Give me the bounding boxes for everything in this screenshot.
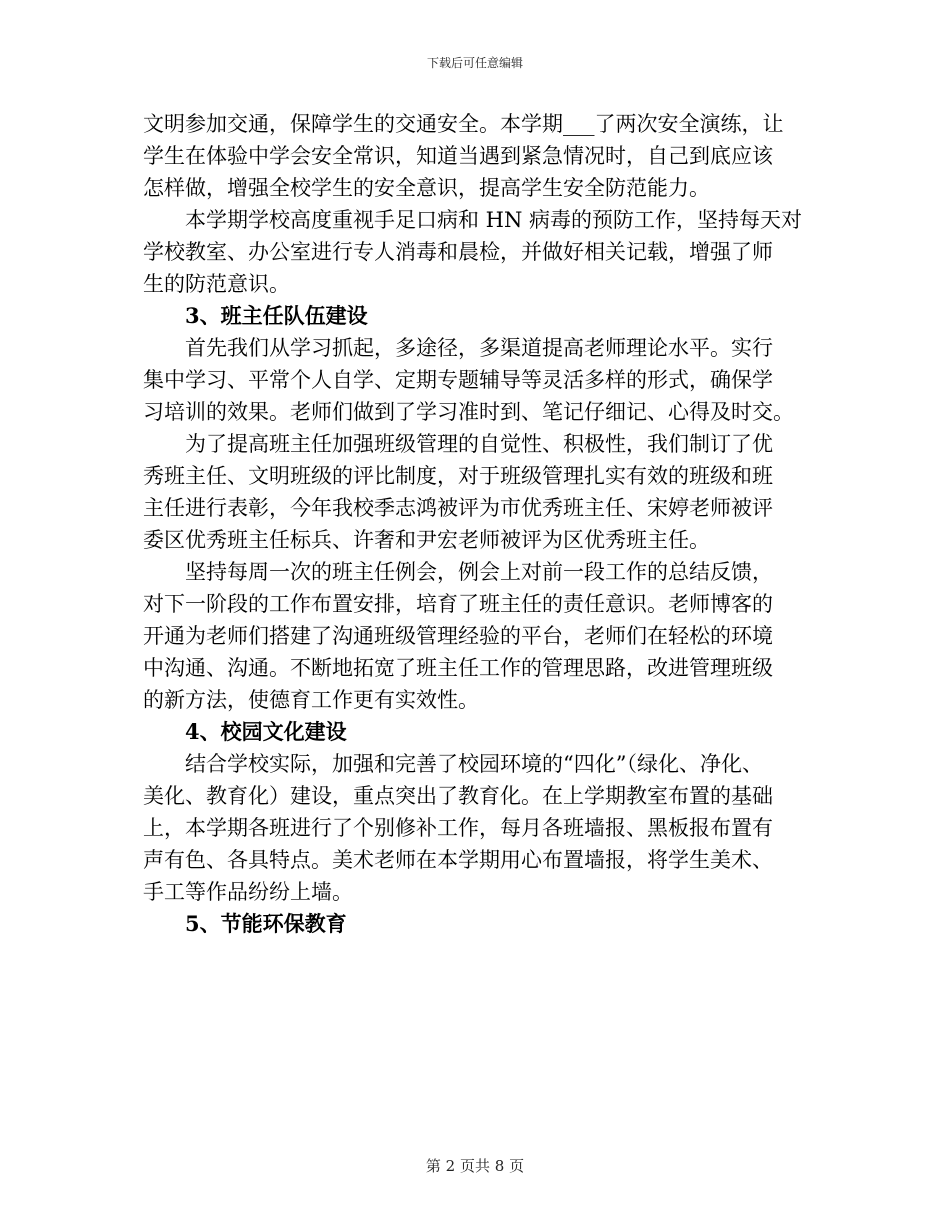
text-line: 委区优秀班主任标兵、许奢和尹宏老师被评为区优秀班主任。: [143, 528, 710, 552]
text-line: 本学期学校高度重视手足口病和 HN 病毒的预防工作，坚持每天对: [185, 208, 803, 232]
text-line: 结合学校实际，加强和完善了校园环境的“四化”（绿化、净化、: [185, 752, 763, 776]
paragraph: [143, 332, 815, 428]
paragraph: [143, 748, 815, 908]
paragraph: [143, 556, 815, 716]
text-line: 美化、教育化）建设，重点突出了教育化。在上学期教室布置的基础: [143, 784, 773, 808]
text-line: 怎样做，增强全校学生的安全意识，提高学生安全防范能力。: [143, 176, 710, 200]
text-line: 为了提高班主任加强班级管理的自觉性、积极性，我们制订了优: [185, 432, 773, 456]
text-line: 学生在体验中学会安全常识，知道当遇到紧急情况时，自己到底应该: [143, 144, 773, 168]
text-line: 坚持每周一次的班主任例会，例会上对前一段工作的总结反馈，: [185, 560, 773, 584]
paragraph: [143, 108, 815, 204]
text-line: 秀班主任、文明班级的评比制度，对于班级管理扎实有效的班级和班: [143, 464, 773, 488]
page-header: 下载后可任意编辑: [426, 56, 523, 70]
section-heading: 3、班主任队伍建设: [185, 303, 368, 328]
text-line: 主任进行表彰，今年我校季志鸿被评为市优秀班主任、宋婷老师被评: [143, 496, 773, 520]
text-line: 文明参加交通，保障学生的交通安全。本学期___了两次安全演练，让: [143, 112, 784, 136]
text-line: 上，本学期各班进行了个别修补工作，每月各班墙报、黑板报布置有: [143, 816, 773, 840]
text-line: 首先我们从学习抓起，多途径，多渠道提高老师理论水平。实行: [185, 336, 773, 360]
paragraph: [143, 204, 815, 300]
text-line: 对下一阶段的工作布置安排，培育了班主任的责任意识。老师博客的: [143, 592, 773, 616]
text-line: 的新方法，使德育工作更有实效性。: [143, 688, 479, 712]
text-line: 集中学习、平常个人自学、定期专题辅导等灵活多样的形式，确保学: [143, 368, 773, 392]
text-line: 中沟通、沟通。不断地拓宽了班主任工作的管理思路，改进管理班级: [143, 656, 773, 680]
section-heading: 4、校园文化建设: [185, 719, 347, 744]
section-heading: 5、节能环保教育: [185, 911, 347, 936]
text-line: 生的防范意识。: [143, 272, 290, 296]
text-line: 习培训的效果。老师们做到了学习准时到、笔记仔细记、心得及时交。: [143, 400, 794, 424]
page-footer: 第 2 页共 8 页: [425, 1157, 525, 1175]
text-line: 手工等作品纷纷上墙。: [143, 880, 353, 904]
document-body: [143, 108, 815, 940]
text-line: 开通为老师们搭建了沟通班级管理经验的平台，老师们在轻松的环境: [143, 624, 773, 648]
text-line: 学校教室、办公室进行专人消毒和晨检，并做好相关记载，增强了师: [143, 240, 773, 264]
text-line: 声有色、各具特点。美术老师在本学期用心布置墙报，将学生美术、: [143, 848, 773, 872]
paragraph: [143, 428, 815, 556]
